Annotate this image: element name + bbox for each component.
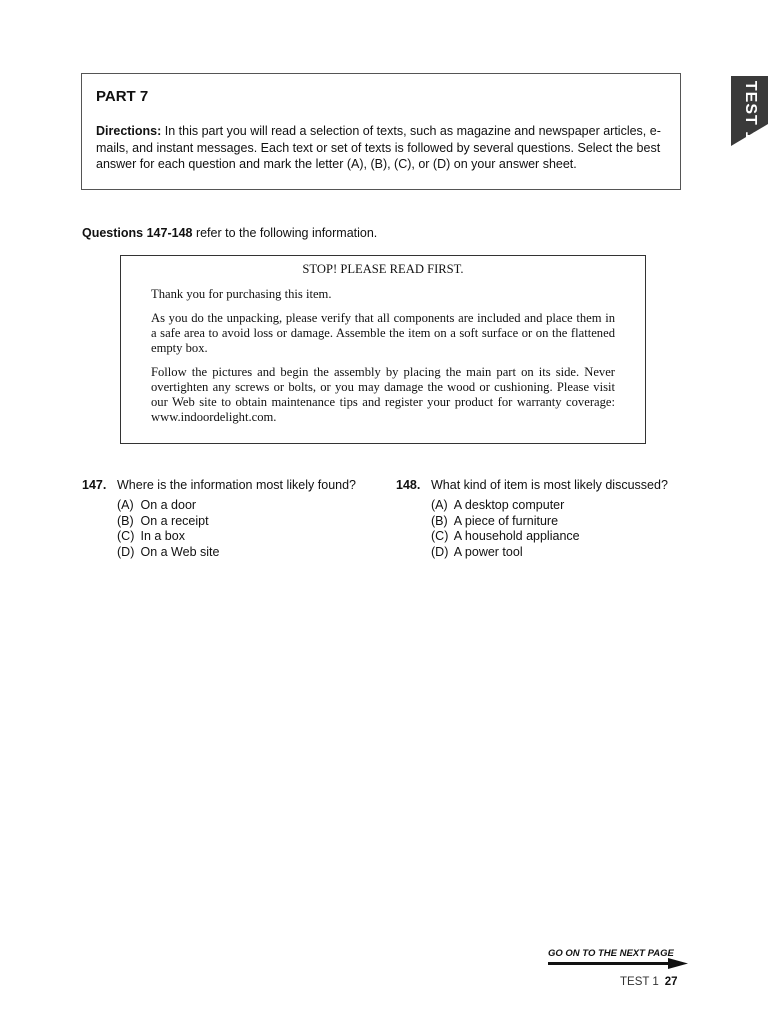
option-letter: (B) (431, 513, 448, 528)
option-letter: (A) (431, 498, 448, 512)
answer-option[interactable] (117, 529, 356, 545)
option-text: A piece of furniture (453, 513, 559, 528)
option-letter: (C) (117, 529, 135, 543)
answer-option[interactable] (117, 514, 356, 530)
question-number: 148. (396, 478, 421, 492)
option-text: On a door (140, 498, 197, 512)
option-text: A power tool (453, 544, 523, 559)
test-side-tab (731, 76, 768, 146)
page-footer (620, 976, 678, 988)
next-page-indicator (548, 948, 688, 970)
part-title: PART 7 (96, 88, 149, 105)
notice-title: STOP! PLEASE READ FIRST. (302, 262, 464, 276)
option-letter: (D) (431, 544, 449, 559)
option-text: On a receipt (140, 513, 209, 528)
question-text: What kind of item is most likely discussed? (431, 478, 668, 492)
notice-paragraph: As you do the unpacking, please verify that all components are included and place them in a safe area to avoid loss or damage. Assemble the item on a soft surface or on the flattened empty box. (151, 311, 615, 355)
questions-reference (82, 226, 377, 240)
option-text: A household appliance (453, 529, 580, 543)
directions-text (96, 123, 666, 173)
answer-options (431, 498, 668, 560)
questions-ref-text: refer to the following information. (192, 226, 378, 240)
notice-box (120, 255, 646, 444)
option-letter: (A) (117, 498, 134, 512)
answer-option[interactable] (117, 498, 356, 514)
tab-corner-notch (731, 124, 768, 146)
option-text: In a box (140, 529, 185, 543)
question-148 (396, 478, 668, 560)
directions-body: In this part you will read a selection of texts, such as magazine and newspaper articles, e-mails, and instant messages. Each text or set of texts is followed by several questions. Select the best answer for each question and mark the letter (A), (B), (C), or (D) on your answer sheet. (96, 124, 661, 171)
page-number: 27 (664, 976, 678, 988)
answer-options (117, 498, 356, 560)
questions-range: Questions 147-148 (82, 226, 193, 240)
option-letter: (B) (117, 513, 134, 528)
option-letter: (C) (431, 529, 449, 543)
arrow-right-icon (548, 958, 688, 970)
answer-option[interactable] (431, 545, 668, 561)
test-tab-label: TEST 1 (741, 80, 759, 142)
answer-option[interactable] (431, 514, 668, 530)
question-147 (82, 478, 356, 560)
answer-option[interactable] (431, 529, 668, 545)
next-page-text: GO ON TO THE NEXT PAGE (548, 948, 674, 959)
footer-test-label: TEST 1 (620, 976, 659, 988)
option-text: On a Web site (140, 544, 220, 559)
directions-box (81, 73, 681, 190)
directions-label: Directions: (96, 124, 162, 138)
notice-paragraph: Follow the pictures and begin the assembly by placing the main part on its side. Never overtighten any screws or bolts, or you may damage the wood or cushioning. Please visit our Web site to obtain maintenance tips and register your product for warranty coverage: www.indoordelight.com. (151, 365, 615, 424)
question-text: Where is the information most likely found? (117, 478, 356, 492)
option-letter: (D) (117, 544, 135, 559)
answer-option[interactable] (431, 498, 668, 514)
question-number: 147. (82, 478, 107, 492)
option-text: A desktop computer (453, 498, 565, 512)
notice-paragraph: Thank you for purchasing this item. (151, 287, 332, 301)
answer-option[interactable] (117, 545, 356, 561)
